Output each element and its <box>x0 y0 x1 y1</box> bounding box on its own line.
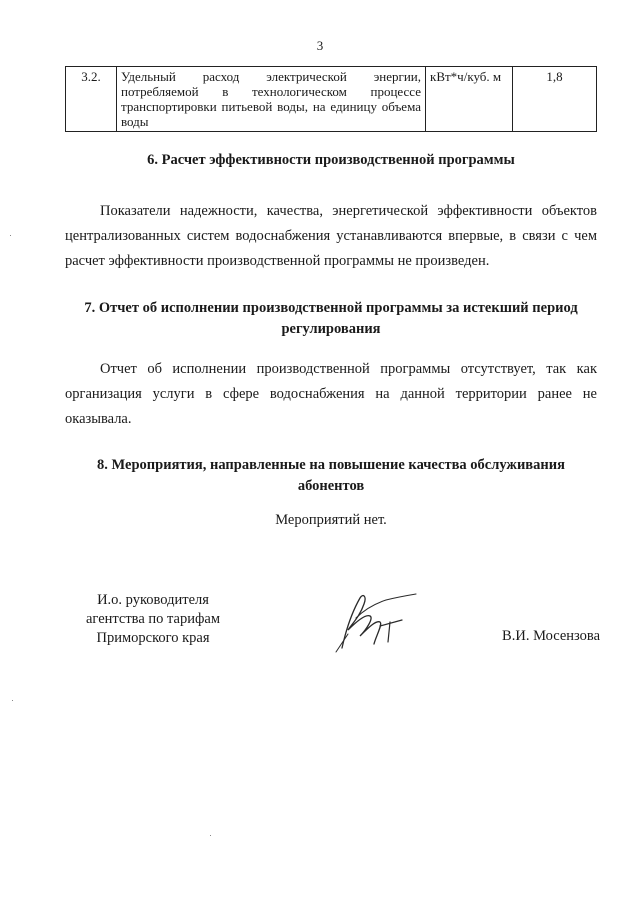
scan-speck <box>210 835 211 836</box>
row-description-cell: Удельный расход электрической энергии, потребляемой в технологическом процессе транспортировки питьевой воды, на единицу объема воды <box>117 67 426 132</box>
table-row <box>66 67 597 132</box>
scan-speck <box>10 235 11 236</box>
scan-speck <box>12 700 13 701</box>
section-7-paragraph: Отчет об исполнении производственной программы отсутствует, так как организация услуги в сфере водоснабжения на данной территории ранее не оказывала. <box>65 361 597 427</box>
section-7-heading-line-2: регулирования <box>281 321 381 337</box>
section-8-text: Мероприятий нет. <box>275 512 387 528</box>
signer-name: В.И. Мосензова <box>502 628 600 644</box>
handwritten-signature <box>330 590 420 660</box>
signer-title-line-3: Приморского края <box>96 630 210 646</box>
indicator-table <box>65 66 597 132</box>
section-8-heading <box>65 455 597 497</box>
signer-title <box>78 591 228 648</box>
section-7-heading-line-1: 7. Отчет об исполнении производственной программы за истекший период <box>84 300 578 316</box>
row-value-cell: 1,8 <box>513 67 597 132</box>
section-7-heading <box>65 298 597 340</box>
page-number: 3 <box>316 38 324 53</box>
signer-title-line-2: агентства по тарифам <box>86 611 220 627</box>
row-number-cell: 3.2. <box>66 67 117 132</box>
section-6-heading: 6. Расчет эффективности производственной программы <box>147 152 515 168</box>
section-8-heading-line-2: абонентов <box>297 478 365 494</box>
section-6-paragraph: Показатели надежности, качества, энергетической эффективности объектов централизованных систем водоснабжения устанавливаются впервые, в связи с чем расчет эффективности производственной программы не произведен. <box>65 203 597 269</box>
section-8-heading-line-1: 8. Мероприятия, направленные на повышение качества обслуживания <box>97 457 565 473</box>
row-unit-cell: кВт*ч/куб. м <box>426 67 513 132</box>
signer-title-line-1: И.о. руководителя <box>97 592 209 608</box>
